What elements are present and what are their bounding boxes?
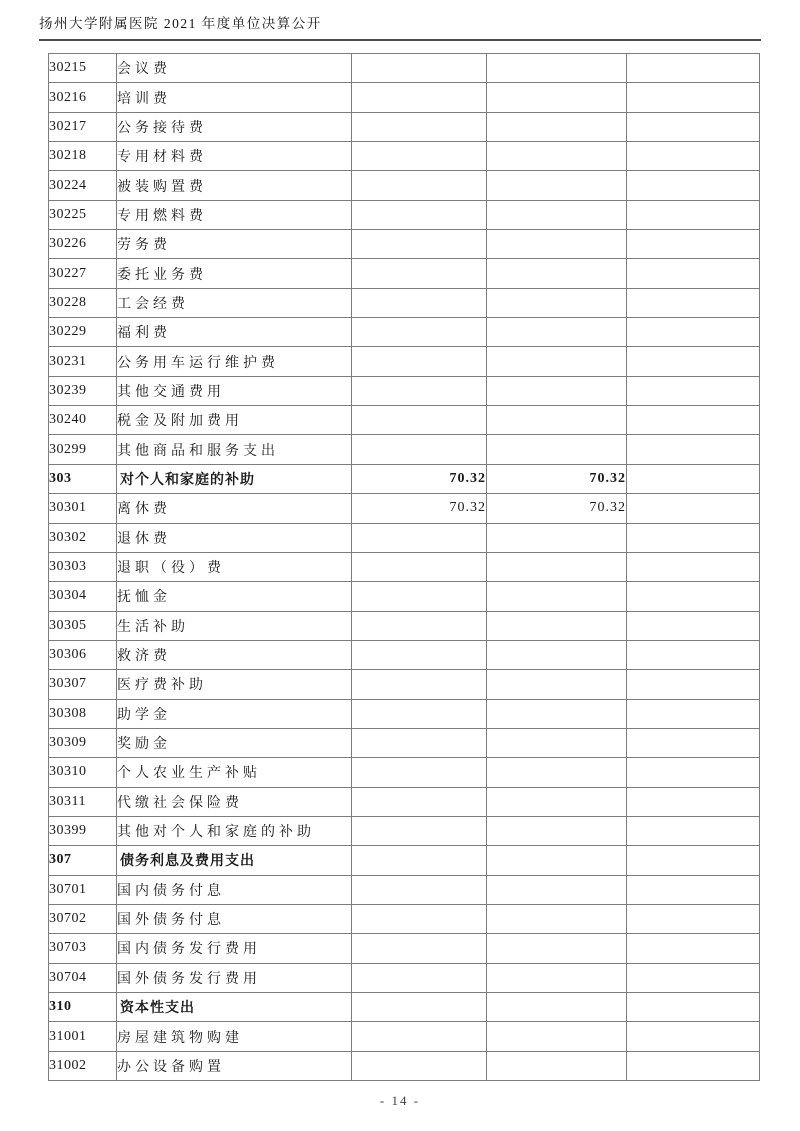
row-value-1 [352,1051,487,1080]
row-code: 30306 [49,640,117,669]
table-row [49,112,760,141]
row-value-1 [352,758,487,787]
table-row [49,435,760,464]
row-value-2 [487,787,627,816]
row-value-2 [487,582,627,611]
table-row [49,83,760,112]
row-value-2 [487,758,627,787]
row-value-2 [487,640,627,669]
row-code: 30216 [49,83,117,112]
row-value-1 [352,993,487,1022]
row-label: 国内债务发行费用 [117,934,352,963]
row-value-1 [352,787,487,816]
row-value-3 [627,875,760,904]
row-value-1 [352,523,487,552]
row-code: 30228 [49,288,117,317]
row-code: 31002 [49,1051,117,1080]
row-label: 被装购置费 [117,171,352,200]
row-label: 办公设备购置 [117,1051,352,1080]
table-row [49,230,760,259]
row-code: 303 [49,464,117,493]
row-code: 30309 [49,728,117,757]
row-label: 其他商品和服务支出 [117,435,352,464]
row-value-2 [487,552,627,581]
row-label: 个人农业生产补贴 [117,758,352,787]
row-value-3 [627,318,760,347]
row-value-1 [352,259,487,288]
row-label: 专用燃料费 [117,200,352,229]
row-value-2 [487,376,627,405]
table-row [49,1051,760,1080]
row-code: 30307 [49,670,117,699]
row-label: 劳务费 [117,230,352,259]
row-value-3 [627,1022,760,1051]
row-label: 国外债务发行费用 [117,963,352,992]
row-value-3 [627,54,760,83]
row-value-2: 70.32 [487,494,627,523]
row-value-2 [487,406,627,435]
row-code: 30227 [49,259,117,288]
table-row [49,200,760,229]
row-value-1 [352,376,487,405]
row-value-3 [627,846,760,875]
row-code: 30701 [49,875,117,904]
table-row [49,728,760,757]
row-label: 税金及附加费用 [117,406,352,435]
row-value-2 [487,1051,627,1080]
table-row [49,376,760,405]
row-value-2 [487,112,627,141]
row-label: 医疗费补助 [117,670,352,699]
table-row [49,406,760,435]
row-value-1 [352,171,487,200]
row-code: 307 [49,846,117,875]
row-value-1: 70.32 [352,464,487,493]
row-label: 代缴社会保险费 [117,787,352,816]
row-value-3 [627,142,760,171]
row-value-2 [487,523,627,552]
row-code: 30229 [49,318,117,347]
row-code: 310 [49,993,117,1022]
table-row [49,934,760,963]
table-row [49,318,760,347]
row-value-3 [627,83,760,112]
row-value-1 [352,934,487,963]
row-value-1 [352,347,487,376]
table-row [49,904,760,933]
row-code: 30226 [49,230,117,259]
row-value-1 [352,875,487,904]
row-code: 30231 [49,347,117,376]
row-value-3 [627,230,760,259]
row-value-2 [487,259,627,288]
row-code: 30702 [49,904,117,933]
row-value-1 [352,699,487,728]
row-value-2 [487,230,627,259]
table-row [49,171,760,200]
row-label: 公务接待费 [117,112,352,141]
table-row [49,640,760,669]
row-label: 债务利息及费用支出 [117,846,352,875]
row-label: 其他交通费用 [117,376,352,405]
row-value-3 [627,787,760,816]
row-value-3 [627,171,760,200]
row-code: 30303 [49,552,117,581]
row-value-2 [487,611,627,640]
row-value-3 [627,464,760,493]
row-label: 会议费 [117,54,352,83]
row-label: 抚恤金 [117,582,352,611]
row-value-2 [487,435,627,464]
row-value-2 [487,816,627,845]
row-label: 奖励金 [117,728,352,757]
row-value-3 [627,904,760,933]
table-row [49,552,760,581]
row-value-1 [352,83,487,112]
row-label: 国内债务付息 [117,875,352,904]
row-value-2 [487,670,627,699]
row-value-2 [487,846,627,875]
row-code: 30299 [49,435,117,464]
table-row [49,670,760,699]
table-row [49,142,760,171]
row-value-2 [487,171,627,200]
row-label: 培训费 [117,83,352,112]
row-value-3 [627,934,760,963]
row-code: 30308 [49,699,117,728]
row-value-2 [487,963,627,992]
row-value-1 [352,230,487,259]
row-label: 离休费 [117,494,352,523]
row-value-3 [627,670,760,699]
row-value-1 [352,582,487,611]
row-label: 对个人和家庭的补助 [117,464,352,493]
row-value-2 [487,1022,627,1051]
row-code: 30305 [49,611,117,640]
row-value-3 [627,406,760,435]
row-label: 退休费 [117,523,352,552]
row-label: 工会经费 [117,288,352,317]
table-row [49,288,760,317]
doc-header-title: 扬州大学附属医院 2021 年度单位决算公开 [39,12,761,41]
row-value-2 [487,934,627,963]
row-value-1 [352,728,487,757]
row-label: 房屋建筑物购建 [117,1022,352,1051]
row-label: 救济费 [117,640,352,669]
row-code: 30302 [49,523,117,552]
row-value-3 [627,993,760,1022]
row-value-3 [627,963,760,992]
row-label: 公务用车运行维护费 [117,347,352,376]
table-row [49,963,760,992]
table-row [49,993,760,1022]
row-code: 30224 [49,171,117,200]
row-value-2: 70.32 [487,464,627,493]
row-code: 30704 [49,963,117,992]
row-code: 30225 [49,200,117,229]
row-label: 其他对个人和家庭的补助 [117,816,352,845]
row-label: 助学金 [117,699,352,728]
row-code: 30311 [49,787,117,816]
row-value-3 [627,523,760,552]
table-row [49,758,760,787]
table-row [49,582,760,611]
row-value-3 [627,699,760,728]
row-code: 30240 [49,406,117,435]
row-value-1 [352,963,487,992]
row-value-1: 70.32 [352,494,487,523]
row-value-1 [352,54,487,83]
row-value-2 [487,728,627,757]
row-value-1 [352,142,487,171]
row-value-2 [487,347,627,376]
row-value-3 [627,259,760,288]
row-value-1 [352,200,487,229]
row-label: 福利费 [117,318,352,347]
row-value-1 [352,611,487,640]
row-label: 国外债务付息 [117,904,352,933]
row-code: 30218 [49,142,117,171]
row-value-3 [627,288,760,317]
row-code: 30703 [49,934,117,963]
row-value-1 [352,904,487,933]
row-code: 30301 [49,494,117,523]
row-value-2 [487,200,627,229]
row-value-1 [352,318,487,347]
row-code: 30304 [49,582,117,611]
row-value-1 [352,816,487,845]
row-value-3 [627,376,760,405]
row-value-2 [487,904,627,933]
row-value-2 [487,875,627,904]
row-value-2 [487,288,627,317]
row-code: 31001 [49,1022,117,1051]
row-value-3 [627,435,760,464]
row-value-1 [352,288,487,317]
row-value-3 [627,582,760,611]
row-value-3 [627,200,760,229]
row-value-3 [627,758,760,787]
table-row [49,846,760,875]
expense-table [48,53,760,1081]
row-label: 专用材料费 [117,142,352,171]
row-value-2 [487,318,627,347]
row-value-3 [627,640,760,669]
row-value-2 [487,54,627,83]
row-label: 退职（役）费 [117,552,352,581]
table-row [49,699,760,728]
row-code: 30215 [49,54,117,83]
row-label: 委托业务费 [117,259,352,288]
table-row [49,523,760,552]
row-value-3 [627,611,760,640]
row-value-3 [627,552,760,581]
table-row [49,787,760,816]
row-code: 30217 [49,112,117,141]
table-row [49,611,760,640]
row-value-2 [487,699,627,728]
page-number: - 14 - [379,1093,421,1108]
row-value-3 [627,494,760,523]
table-row [49,494,760,523]
row-value-1 [352,670,487,699]
row-value-1 [352,640,487,669]
row-value-1 [352,1022,487,1051]
row-value-2 [487,993,627,1022]
table-row [49,259,760,288]
row-value-3 [627,112,760,141]
table-row [49,875,760,904]
row-code: 30310 [49,758,117,787]
row-value-1 [352,846,487,875]
row-value-1 [352,435,487,464]
table-row [49,816,760,845]
row-value-1 [352,552,487,581]
table-row [49,464,760,493]
row-value-3 [627,347,760,376]
expense-table-body [49,54,760,1081]
row-value-2 [487,142,627,171]
table-row [49,1022,760,1051]
row-value-1 [352,112,487,141]
table-row [49,54,760,83]
row-label: 生活补助 [117,611,352,640]
row-label: 资本性支出 [117,993,352,1022]
row-code: 30239 [49,376,117,405]
table-row [49,347,760,376]
row-code: 30399 [49,816,117,845]
row-value-3 [627,728,760,757]
row-value-3 [627,816,760,845]
row-value-2 [487,83,627,112]
row-value-3 [627,1051,760,1080]
row-value-1 [352,406,487,435]
